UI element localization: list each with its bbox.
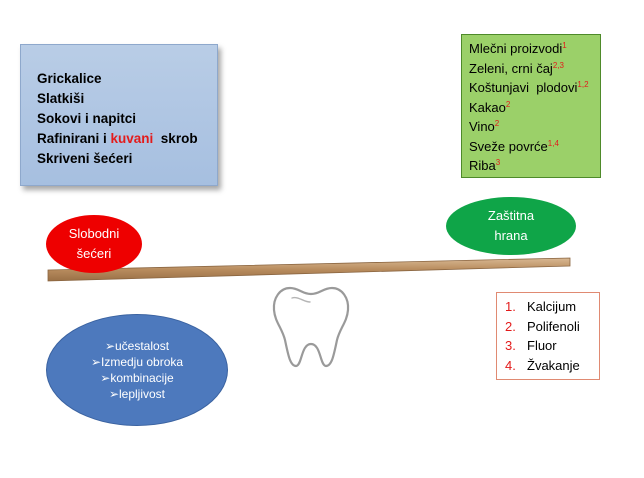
- mechanism-number: 1.: [505, 299, 516, 314]
- protective-food-item: [469, 78, 600, 98]
- protective-food-ref: 1,2: [577, 80, 589, 89]
- protective-food-ref: 1: [562, 41, 567, 50]
- mechanism-text: Kalcijum: [527, 299, 577, 314]
- mechanism-text: Žvakanje: [527, 357, 580, 373]
- protective-food-name: Riba: [469, 158, 496, 173]
- protective-food-name: Sveže povrće: [469, 138, 548, 154]
- protective-food-item: [469, 98, 600, 118]
- mechanism-item: [505, 317, 599, 337]
- protective-line1: Zaštitna: [487, 208, 535, 223]
- mechanism-item: [505, 356, 599, 376]
- factor-item: [91, 354, 183, 370]
- harmful-item-post: skrob: [153, 131, 198, 146]
- mechanism-number: 2.: [505, 318, 516, 334]
- protective-food-ellipse: [446, 197, 576, 255]
- arrowhead-bullet-icon: ➢: [108, 387, 119, 401]
- free-sugars-ellipse: [46, 215, 142, 273]
- harmful-item: Sokovi i napitci: [37, 111, 137, 126]
- harmful-item: Grickalice: [37, 71, 102, 86]
- protective-food-item: [469, 117, 600, 137]
- free-sugars-line1: Slobodni: [68, 226, 120, 241]
- mechanism-text: Fluor: [527, 338, 557, 353]
- protective-food-item: [469, 137, 600, 157]
- protective-food-ref: 2,3: [552, 60, 564, 70]
- protective-food-ref: 2: [494, 119, 500, 128]
- harmful-foods-box: [20, 44, 218, 186]
- protective-foods-box: [461, 34, 601, 178]
- protective-food-name: Mlečni proizvodi: [469, 41, 563, 56]
- mechanism-item: [505, 336, 599, 356]
- free-sugars-line2: šećeri: [76, 246, 112, 261]
- arrowhead-bullet-icon: ➢: [104, 339, 115, 353]
- factor-item: [91, 386, 183, 402]
- factor-item: [91, 370, 183, 386]
- mechanisms-list-box: [496, 292, 600, 380]
- protective-food-item: [469, 156, 600, 176]
- harmful-item: [37, 129, 217, 149]
- protective-food-name: Koštunjavi plodovi: [469, 80, 578, 95]
- factor-text: kombinacije: [110, 371, 174, 385]
- factor-text: učestalost: [115, 339, 170, 353]
- factor-text: Izmedju obroka: [101, 355, 184, 369]
- harmful-item: Skriveni šećeri: [37, 151, 133, 166]
- protective-line2: hrana: [494, 228, 528, 243]
- arrowhead-bullet-icon: ➢: [90, 355, 101, 369]
- mechanism-item: [505, 297, 599, 317]
- factors-ellipse: [46, 314, 228, 426]
- protective-food-item: [469, 59, 600, 79]
- protective-food-item: [469, 39, 600, 59]
- protective-food-name: Vino: [469, 119, 495, 134]
- mechanism-text: Polifenoli: [527, 318, 580, 334]
- factor-text: lepljivost: [119, 387, 166, 401]
- protective-food-ref: 3: [495, 158, 501, 167]
- harmful-item-pre: Rafinirani i: [37, 131, 111, 146]
- protective-food-name: Zeleni, crni čaj: [469, 60, 553, 76]
- mechanism-number: 3.: [505, 338, 516, 353]
- harmful-item: Slatkiši: [37, 91, 85, 106]
- protective-food-ref: 2: [505, 99, 511, 109]
- protective-food-name: Kakao: [469, 99, 506, 115]
- harmful-item-highlight: kuvani: [110, 131, 154, 146]
- mechanism-number: 4.: [505, 357, 516, 373]
- factor-item: [91, 338, 183, 354]
- arrowhead-bullet-icon: ➢: [100, 371, 111, 385]
- protective-food-ref: 1,4: [547, 138, 559, 148]
- tooth-icon: [268, 282, 354, 372]
